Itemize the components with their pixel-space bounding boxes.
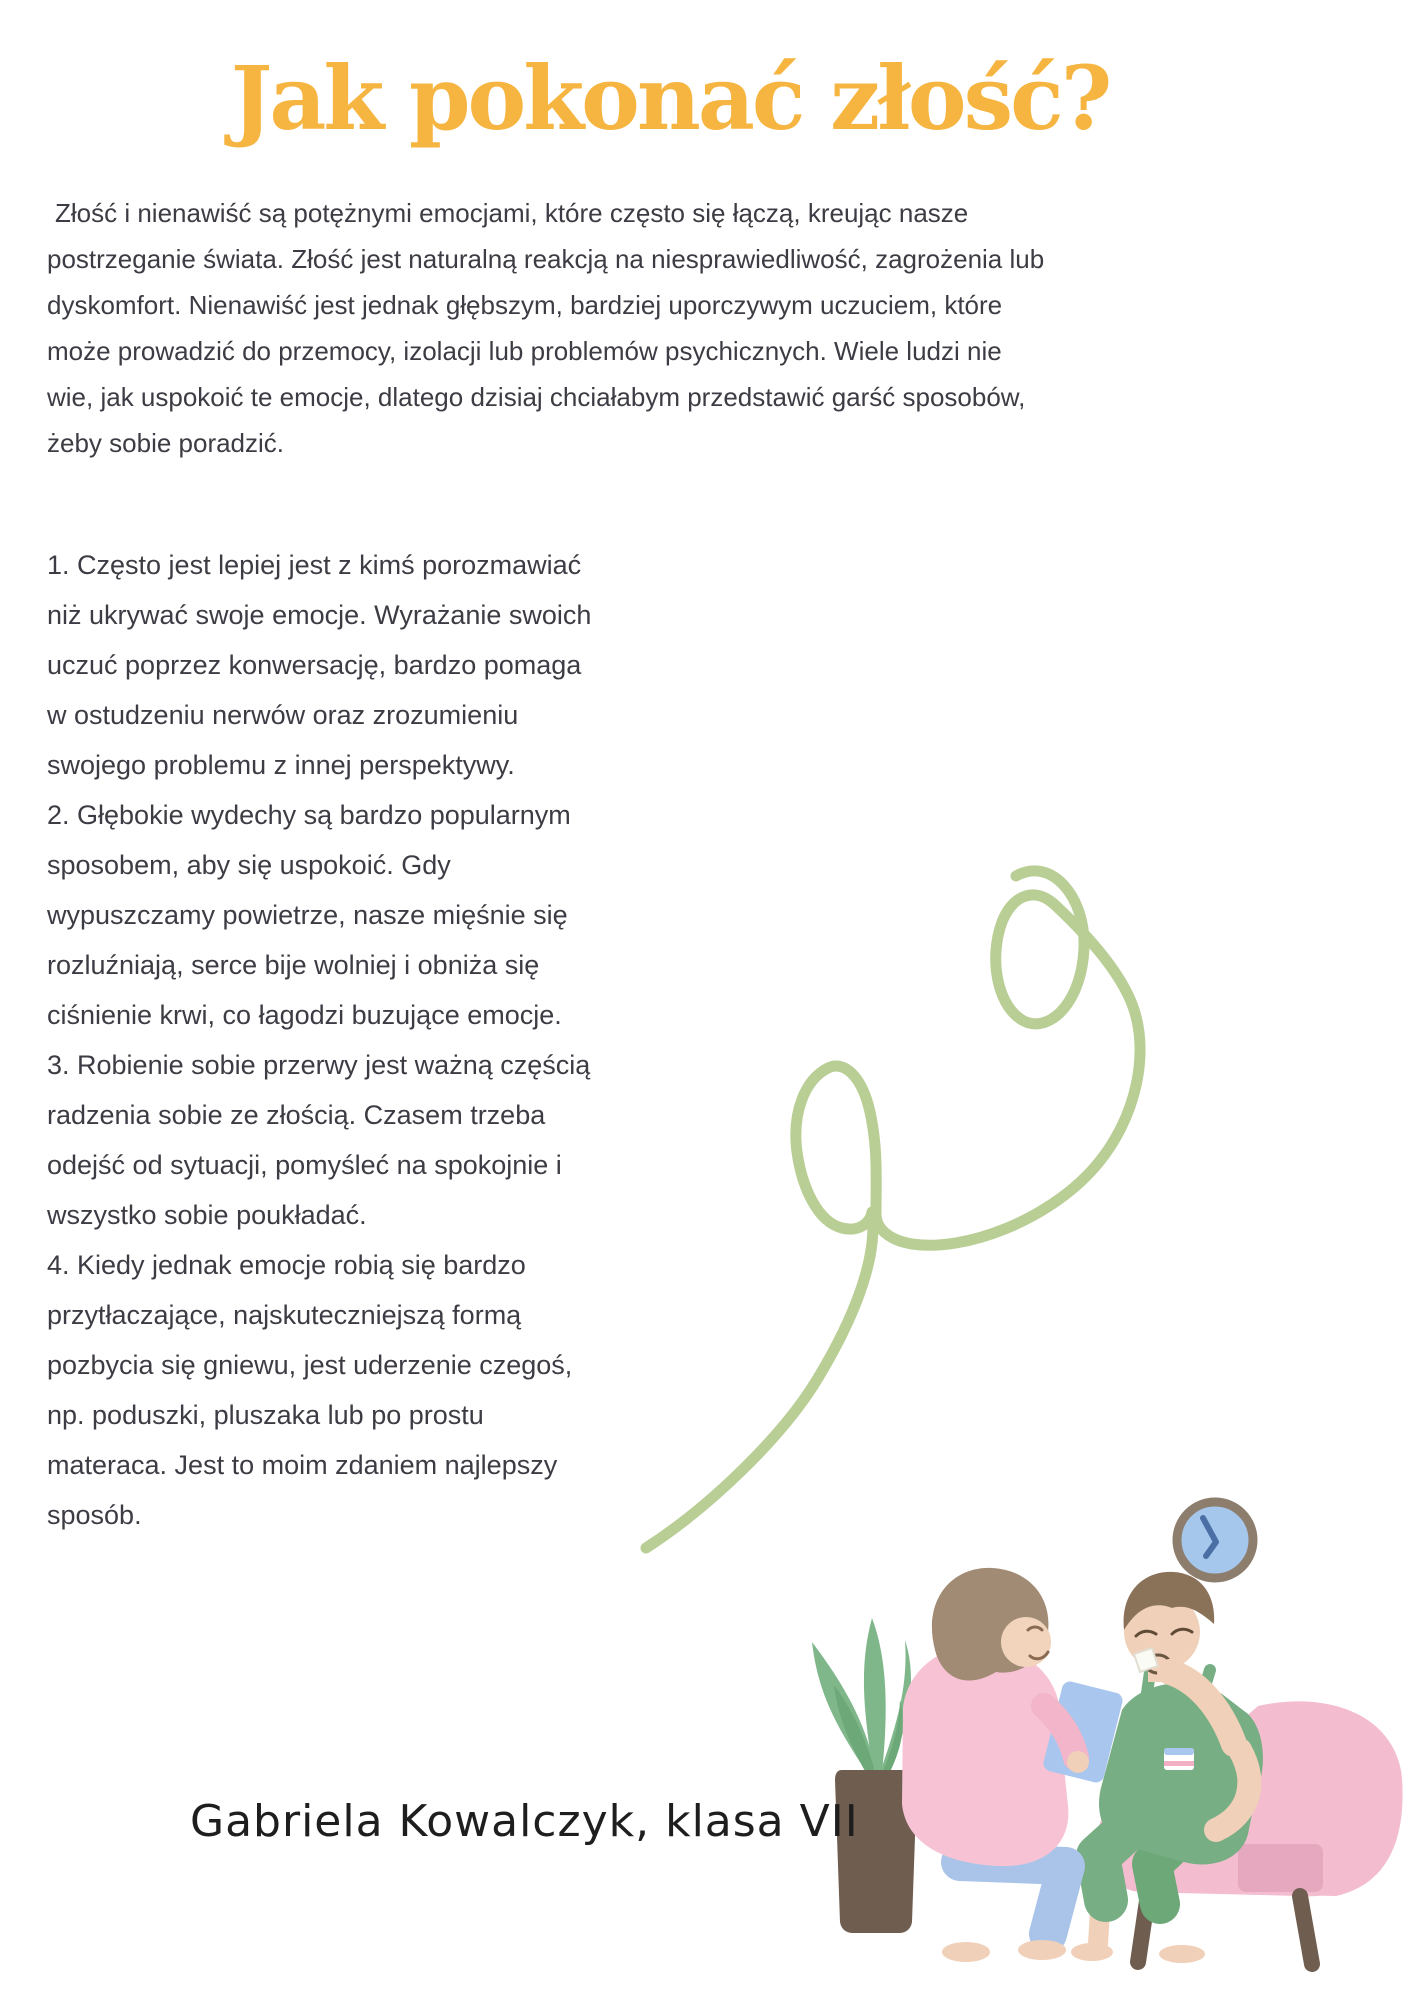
potted-plant xyxy=(812,1618,917,1933)
wall-clock-icon xyxy=(1177,1502,1253,1578)
intro-paragraph: Złość i nienawiść są potężnymi emocjami, które często się łączą, kreując nasze postrzeganie świata. Złość jest naturalną reakcją na niesprawiedliwość, zagrożenia lub dyskomfort. Nienawiść jest jednak głębszym, bardziej uporczywym uczuciem, które może prowadzić do przemocy, izolacji lub problemów psychicznych. Wiele ludzi nie wie, jak uspokoić te emocje, dlatego dzisiaj chciałabym przedstawić garść sposobów, żeby sobie poradzić. xyxy=(47,198,1045,458)
list-item-2: 2. Głębokie wydechy są bardzo popularnym sposobem, aby się uspokoić. Gdy wypuszczamy powietrze, nasze mięśnie się rozluźniają, serce bije wolniej i obniża się ciśnienie krwi, co łagodzi buzujące emocje. xyxy=(47,800,571,1030)
squiggle-path xyxy=(646,871,1140,1548)
therapy-illustration xyxy=(770,1460,1414,2000)
signature: Gabriela Kowalczyk, klasa VII xyxy=(190,1796,859,1847)
squiggle-decoration xyxy=(590,860,1160,1560)
badge-icon xyxy=(1164,1748,1194,1770)
list-item-1: 1. Często jest lepiej jest z kimś porozmawiać niż ukrywać swoje emocje. Wyrażanie swoich uczuć poprzez konwersację, bardzo pomaga w ostudzeniu nerwów oraz zrozumieniu swojego problemu z innej perspektywy. xyxy=(47,550,592,780)
tips-list xyxy=(47,540,595,1540)
list-item-4: 4. Kiedy jednak emocje robią się bardzo przytłaczające, najskuteczniejszą formą pozbycia się gniewu, jest uderzenie czegoś, np. poduszki, pluszaka lub po prostu materaca. Jest to moim zdaniem najlepszy sposób. xyxy=(47,1250,573,1530)
page-title: Jak pokonać złość? xyxy=(230,46,1110,150)
list-item-3: 3. Robienie sobie przerwy jest ważną częścią radzenia sobie ze złością. Czasem trzeba odejść od sytuacji, pomyśleć na spokojnie i wszystko sobie poukładać. xyxy=(47,1050,591,1230)
